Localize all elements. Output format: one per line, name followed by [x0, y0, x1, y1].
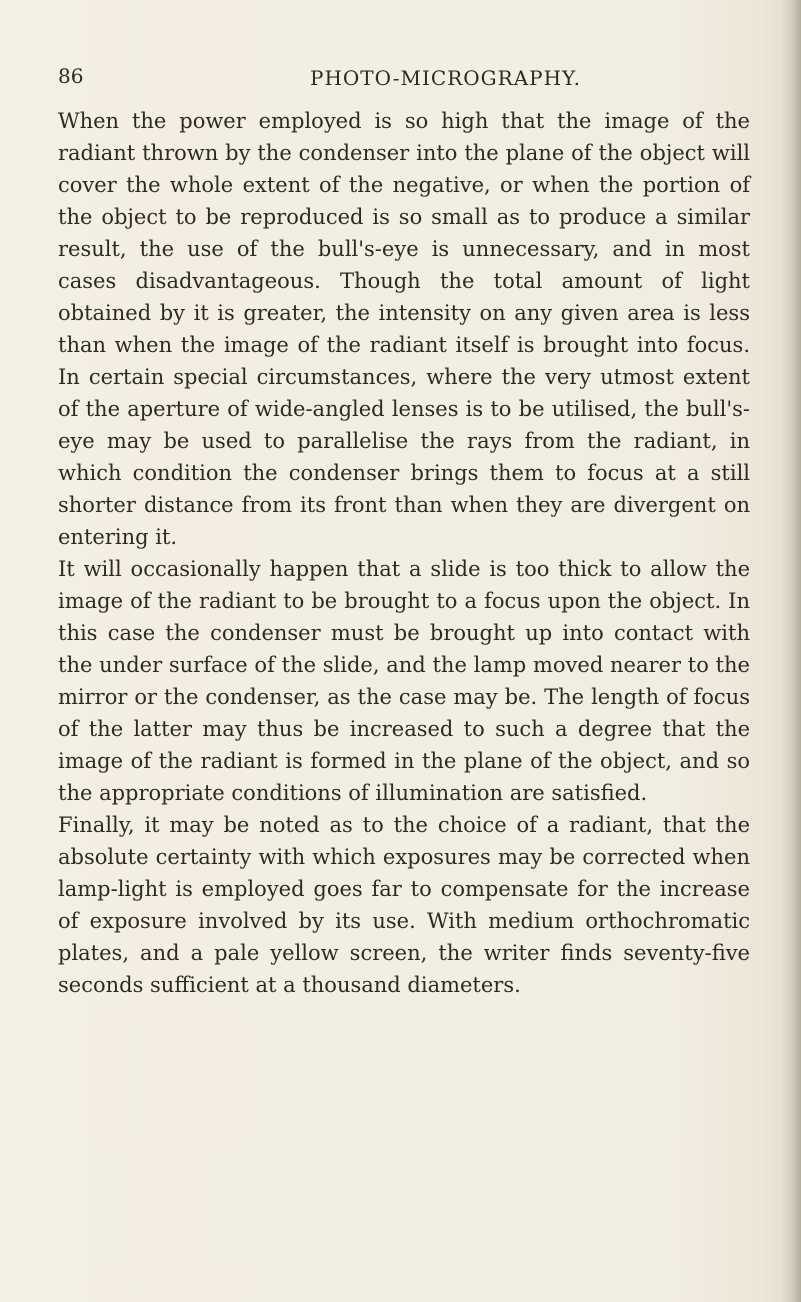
paragraph-3: Finally, it may be noted as to the choice of a radiant, that the absolute certainty with which exposures may be corrected when lamp-light is employed goes far to compensate for the increase of exposure involved by its use. With medium orthochromatic plates, and a pale yellow screen, the writer finds seventy-five seconds sufficient at a thousand diameters.: [58, 813, 750, 997]
paragraph-2: It will occasionally happen that a slide is too thick to allow the image of the radiant to be brought to a focus upon the object. In this case the condenser must be brought up into contact with the under surface of the slide, and the lamp moved nearer to the mirror or the condenser, as the case may be. The length of focus of the latter may thus be increased to such a degree that the image of the radiant is formed in the plane of the object, and so the appropriate conditions of illumination are satisfied.: [58, 557, 750, 805]
paragraph-1: When the power employed is so high that the image of the radiant thrown by the condenser into the plane of the object will cover the whole extent of the negative, or when the portion of the object to be reproduced is so small as to produce a similar result, the use of the bull's-eye is unnecessary, and in most cases disadvantageous. Though the total amount of light obtained by it is greater, the intensity on any given area is less than when the image of the radiant itself is brought into focus. In certain special circumstances, where the very utmost extent of the aperture of wide-angled lenses is to be utilised, the bull's-eye may be used to parallelise the rays from the radiant, in which condition the condenser brings them to focus at a still shorter distance from its front than when they are divergent on entering it.: [58, 109, 750, 549]
body-text: [58, 105, 750, 1001]
page-header: [58, 64, 778, 94]
running-title: PHOTO-MICROGRAPHY.: [310, 66, 582, 90]
page-number: 86: [58, 64, 84, 88]
page-edge-shadow: [781, 0, 801, 1302]
